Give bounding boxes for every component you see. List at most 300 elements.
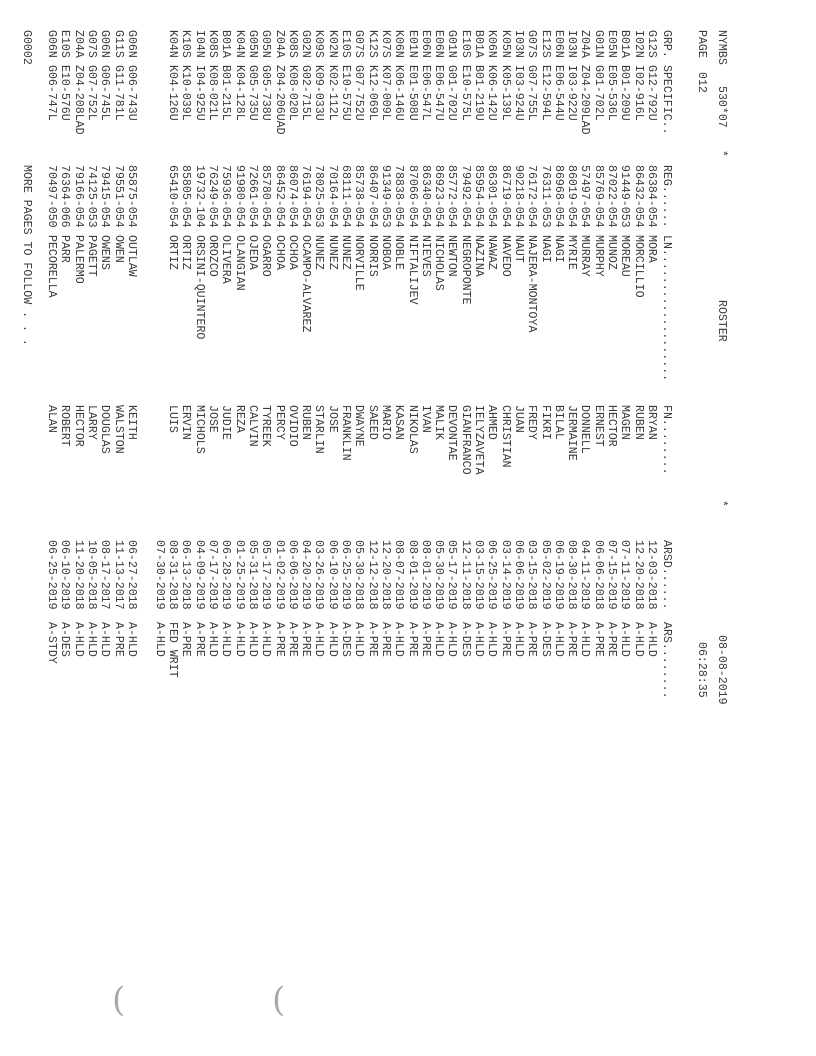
cell-specific: K06-142U [485,65,499,121]
cell-specific: B01-219U [472,65,486,121]
cell-arsd: 03-14-2019 [498,540,512,610]
cell-last-name: NUNEZ [325,235,339,270]
cell-grp: K04N [232,30,246,58]
cell-last-name: NORVILLE [352,235,366,291]
cell-ars: A-HLD [98,622,112,657]
cell-last-name: PARR [58,235,72,263]
cell-specific: K07-009L [379,65,392,121]
cell-reg: 85780-054 [259,165,273,228]
cell-ars: A-HLD [125,622,138,657]
cell-reg: 91980-054 [232,165,246,228]
cell-last-name: OWEN [111,235,125,263]
cell-specific: Z04-209LAD [578,65,592,135]
cell-first-name: CALVIN [246,405,259,447]
cell-last-name: OWENS [98,235,112,270]
cell-reg: 68111-054 [339,165,353,228]
cell-ars: A-HLD [645,622,658,657]
cell-reg: 85954-054 [472,165,486,228]
cell-reg: 87066-054 [405,165,419,228]
cell-last-name: MYRIE [565,235,579,270]
cell-specific: K09-033U [312,65,326,121]
cell-grp: I03N [565,30,579,58]
cell-ars: A-PRE [605,622,619,657]
binding-mark: ( [112,980,126,1020]
cell-arsd: 06-19-2019 [551,540,565,610]
cell-specific: E10-575L [458,65,472,121]
cell-grp: G01N [591,30,605,58]
cell-grp: K09S [312,30,326,58]
cell-ars: A-HLD [232,622,246,657]
cell-reg: 86968-054 [551,165,565,228]
header-star: * [715,500,728,507]
cell-last-name: NEGROPONTE [458,235,472,305]
cell-grp: E10S [58,30,72,58]
cell-first-name: FRANKLIN [339,405,353,461]
cell-grp: K12S [365,30,379,58]
cell-arsd: 05-31-2018 [246,540,259,610]
cell-arsd: 10-05-2018 [85,540,99,610]
cell-first-name: MICHOLS [192,405,206,454]
cell-last-name: OLIVERA [219,235,233,284]
cell-last-name: MURPHY [591,235,605,277]
cell-first-name: ERNEST [591,405,605,447]
cell-reg: 87022-054 [605,165,619,228]
cell-grp: G01N [445,30,459,58]
cell-ars: A-PRE [285,622,299,657]
cell-reg: 85805-054 [179,165,193,228]
cell-last-name: NOBOA [379,235,392,270]
cell-first-name: MARIO [379,405,392,440]
cell-arsd: 06-06-2019 [285,540,299,610]
cell-specific: G06-747L [45,65,59,121]
cell-ars: A-DES [58,622,72,657]
cell-grp: G07S [525,30,539,58]
cell-specific: G07-752U [352,65,366,121]
cell-reg: 70497-050 [45,165,59,228]
cell-first-name: WALSTON [111,405,125,454]
col-specific: SPECIFIC.. [660,65,673,135]
cell-last-name: NIEVES [418,235,432,277]
cell-arsd: 08-31-2018 [166,540,180,610]
cell-last-name: MORCILLIO [631,235,645,298]
cell-first-name: JUDIE [219,405,233,440]
cell-arsd: 06-25-2019 [485,540,499,610]
cell-grp: K08S [206,30,220,58]
cell-first-name: ERVIN [179,405,193,440]
cell-reg: 86432-054 [631,165,645,228]
cell-arsd: 03-15-2019 [472,540,486,610]
cell-grp: E10S [339,30,353,58]
cell-grp: K06N [485,30,499,58]
cell-ars: A-DES [458,622,472,657]
cell-last-name: NOBLE [392,235,406,270]
cell-ars: A-PRE [525,622,539,657]
cell-ars: A-PRE [591,622,605,657]
cell-grp: K07S [379,30,392,58]
cell-last-name: ORSINI-QUINTERO [192,235,206,340]
cell-arsd: 03-26-2019 [312,540,326,610]
cell-grp: G02N [299,30,313,58]
cell-arsd: 08-30-2018 [565,540,579,610]
cell-reg: 75936-054 [219,165,233,228]
cell-reg: 76311-053 [538,165,552,228]
cell-specific: I03-922U [565,65,579,121]
cell-first-name: MAGEN [618,405,632,440]
report-time: 06:28:35 [695,642,708,698]
cell-ars: A-PRE [111,622,125,657]
cell-last-name: ORTIZ [166,235,180,270]
cell-last-name: NORRIS [365,235,379,277]
cell-first-name: SAEED [365,405,379,440]
cell-reg: 76249-054 [206,165,220,228]
cell-ars: A-HLD [551,622,565,657]
cell-first-name: HECTOR [605,405,619,447]
cell-first-name: DONNELL [578,405,592,454]
cell-first-name: DWAYNE [352,405,366,447]
cell-ars: A-HLD [219,622,233,657]
cell-last-name: NAVEDO [498,235,512,277]
cell-last-name: MORA [645,235,658,263]
cell-first-name: TYREEK [259,405,273,447]
cell-reg: 86407-054 [365,165,379,228]
cell-grp: K06N [392,30,406,58]
cell-ars: A-PRE [299,622,313,657]
cell-last-name: MUNOZ [605,235,619,270]
cell-grp: G12S [645,30,658,58]
cell-specific: G01-702L [591,65,605,121]
cell-first-name: AHMED [485,405,499,440]
cell-specific: G01-702U [445,65,459,121]
cell-grp: I02N [631,30,645,58]
cell-first-name: STARLIN [312,405,326,454]
cell-grp: E10S [458,30,472,58]
cell-arsd: 05-30-2019 [432,540,446,610]
cell-arsd: 08-17-2017 [98,540,112,610]
cell-first-name: LUIS [166,405,180,433]
cell-grp: E12S [538,30,552,58]
cell-specific: G02-715L [299,65,313,121]
cell-ars: A-PRE [179,622,193,657]
cell-arsd: 01-25-2019 [232,540,246,610]
cell-arsd: 04-11-2019 [578,540,592,610]
cell-last-name: NUNEZ [312,235,326,270]
cell-specific: K10-039L [179,65,193,121]
cell-last-name: OROZCO [206,235,220,277]
cell-reg: 90218-054 [512,165,525,228]
binding-mark: ( [272,980,286,1020]
cell-grp: B01A [618,30,632,58]
cell-grp: G06N [125,30,138,58]
cell-ars: A-HLD [392,622,406,657]
cell-grp: Z04A [272,30,286,58]
cell-arsd: 05-17-2019 [259,540,273,610]
cell-reg: 76194-054 [299,165,313,228]
cell-specific: K04-128L [232,65,246,121]
cell-specific: E06-544U [551,65,565,121]
cell-arsd: 04-20-2019 [299,540,313,610]
cell-ars: A-HLD [325,622,339,657]
cell-first-name: HECTOR [71,405,85,447]
cell-arsd: 06-25-2019 [45,540,59,610]
col-ars: ARS........ [660,622,673,699]
cell-reg: 85875-054 [125,165,138,228]
cell-first-name: JOSE [325,405,339,433]
header-system: NYMBS [715,30,728,65]
cell-reg: 78838-054 [392,165,406,228]
cell-arsd: 04-09-2019 [192,540,206,610]
cell-specific: I03-924U [512,65,525,121]
cell-arsd: 12-11-2018 [458,540,472,610]
cell-last-name: NEWTON [445,235,459,277]
cell-first-name: PERCY [272,405,286,440]
cell-reg: 78025-053 [312,165,326,228]
cell-arsd: 08-01-2019 [418,540,432,610]
cell-grp: Z04A [578,30,592,58]
cell-first-name: RUBEN [631,405,645,440]
header-star: * [715,150,728,157]
cell-last-name: OCAMPO-ALVAREZ [299,235,313,333]
cell-ars: A-DES [339,622,353,657]
cell-specific: G11-781L [111,65,125,121]
cell-arsd: 07-11-2019 [618,540,632,610]
cell-reg: 86340-054 [418,165,432,228]
cell-grp: G05N [246,30,259,58]
cell-arsd: 01-02-2019 [272,540,286,610]
cell-reg: 86719-054 [498,165,512,228]
cell-first-name: JERMAINE [565,405,579,461]
cell-arsd: 11-20-2018 [71,540,85,610]
cell-last-name: NAGI [551,235,565,263]
cell-specific: Z04-206UAD [272,65,286,135]
cell-grp: E06N [418,30,432,58]
cell-arsd: 07-15-2019 [605,540,619,610]
cell-grp: G06N [98,30,112,58]
cell-first-name: BRYAN [645,405,658,440]
cell-specific: E12-594L [538,65,552,121]
cell-specific: K02-112L [325,65,339,121]
page-number: 012 [695,72,708,93]
cell-specific: G07-752L [85,65,99,121]
report-date: 08-08-2019 [715,635,728,705]
cell-arsd: 05-17-2019 [445,540,459,610]
cell-last-name: NAJERA-MONTOYA [525,235,539,333]
col-ln: LN................... [660,235,673,382]
cell-last-name: OJEDA [246,235,259,270]
cell-arsd: 06-28-2019 [219,540,233,610]
cell-last-name: NAUT [512,235,525,263]
cell-grp: G07S [352,30,366,58]
cell-ars: A-HLD [259,622,273,657]
page-label: PAGE [695,30,708,58]
cell-specific: I02-916L [631,65,645,121]
cell-specific: B01-215L [219,65,233,121]
cell-arsd: 12-12-2018 [365,540,379,610]
cell-specific: E06-547U [432,65,446,121]
cell-last-name: OCHOA [272,235,286,270]
cell-specific: E10-576U [58,65,72,121]
cell-first-name: REZA [232,405,246,433]
cell-specific: K05-139L [498,65,512,121]
cell-reg: 86452-054 [272,165,286,228]
cell-last-name: PAGETT [85,235,99,277]
report-title: ROSTER [715,300,728,342]
cell-specific: E06-547L [418,65,432,121]
cell-specific: G07-755L [525,65,539,121]
cell-grp: E06N [432,30,446,58]
cell-first-name: RUBEN [299,405,313,440]
footer-note: MORE PAGES TO FOLLOW . . . [20,165,33,346]
cell-reg: 79551-054 [111,165,125,228]
cell-grp: G06N [45,30,59,58]
cell-grp: G11S [111,30,125,58]
cell-last-name: OUTLAW [125,235,138,277]
cell-last-name: OLANGIAN [232,235,246,291]
cell-grp: K10S [179,30,193,58]
cell-specific: K08-020L [285,65,299,121]
cell-ars: A-PRE [405,622,419,657]
cell-last-name: ORTIZ [179,235,193,270]
cell-ars: A-HLD [246,622,259,657]
cell-specific: E10-575U [339,65,353,121]
cell-specific: E05-536L [605,65,619,121]
cell-specific: B01-209U [618,65,632,121]
cell-ars: A-HLD [445,622,459,657]
cell-ars: A-HLD [71,622,85,657]
cell-reg: 86019-054 [565,165,579,228]
cell-arsd: 12-20-2018 [631,540,645,610]
cell-specific: G05-738U [259,65,273,121]
cell-reg: 65410-054 [166,165,180,228]
col-grp: GRP. [660,30,673,58]
cell-specific: K06-146U [392,65,406,121]
cell-last-name: NAGI [538,235,552,263]
cell-first-name: BILAL [551,405,565,440]
cell-first-name: OVIDIO [285,405,299,447]
cell-ars: A-PRE [565,622,579,657]
cell-arsd: 06-25-2019 [339,540,353,610]
cell-first-name: NIKOLAS [405,405,419,454]
cell-arsd: 06-10-2019 [58,540,72,610]
cell-arsd: 06-10-2019 [325,540,339,610]
cell-reg: 86074-054 [285,165,299,228]
cell-arsd: 12-03-2018 [645,540,658,610]
cell-arsd: 07-30-2019 [152,540,166,610]
cell-last-name: OCHOA [285,235,299,270]
cell-first-name: MALIK [432,405,446,440]
col-reg: REG...... [660,165,673,228]
cell-arsd: 05-30-2018 [352,540,366,610]
cell-specific: G06-745L [98,65,112,121]
cell-ars: A-HLD [432,622,446,657]
cell-first-name: FREDY [525,405,539,440]
cell-first-name: JOSE [206,405,220,433]
col-arsd: ARSD...... [660,540,673,610]
cell-reg: 85738-054 [352,165,366,228]
cell-ars: A-HLD [352,622,366,657]
cell-grp: B01A [472,30,486,58]
cell-specific: E01-508U [405,65,419,121]
cell-first-name: LARRY [85,405,99,440]
cell-reg: 91349-053 [379,165,392,228]
cell-specific: K12-069L [365,65,379,121]
cell-reg: 85772-054 [445,165,459,228]
cell-reg: 79415-054 [98,165,112,228]
cell-grp: E06N [551,30,565,58]
cell-reg: 72661-054 [246,165,259,228]
cell-reg: 86301-054 [485,165,499,228]
cell-reg: 76172-054 [525,165,539,228]
cell-arsd: 12-20-2018 [379,540,392,610]
cell-ars: A-HLD [472,622,486,657]
cell-last-name: NICHOLAS [432,235,446,291]
cell-grp: K05N [498,30,512,58]
cell-ars: A-PRE [418,622,432,657]
cell-reg: 57497-054 [578,165,592,228]
cell-first-name: DOUGLAS [98,405,112,454]
cell-grp: K04N [166,30,180,58]
cell-grp: K02N [325,30,339,58]
cell-ars: A-PRE [379,622,392,657]
cell-reg: 70164-054 [325,165,339,228]
cell-reg: 79166-054 [71,165,85,228]
cell-first-name: GIANFRANCO [458,405,472,475]
cell-arsd: 05-02-2019 [538,540,552,610]
cell-specific: G06-743U [125,65,138,121]
cell-reg: 19732-104 [192,165,206,228]
cell-arsd: 06-06-2018 [591,540,605,610]
cell-grp: E05N [605,30,619,58]
cell-last-name: NAZINA [472,235,486,277]
cell-grp: E01N [405,30,419,58]
cell-first-name: ROBERT [58,405,72,447]
cell-ars: A-PRE [365,622,379,657]
cell-specific: G12-792U [645,65,658,121]
cell-ars: A-HLD [631,622,645,657]
cell-grp: G05N [259,30,273,58]
cell-ars: FED WRIT [166,622,180,678]
cell-first-name: ALAN [45,405,59,433]
cell-ars: A-PRE [192,622,206,657]
cell-ars: A-DES [538,622,552,657]
cell-ars: A-HLD [312,622,326,657]
cell-grp: Z04A [71,30,85,58]
cell-reg: 85769-054 [591,165,605,228]
cell-last-name: MURRAY [578,235,592,277]
header-code: 530*07 [715,86,728,128]
cell-ars: A-HLD [85,622,99,657]
cell-grp: K08S [285,30,299,58]
cell-first-name: KEITH [125,405,138,440]
cell-arsd: 06-27-2018 [125,540,138,610]
cell-reg: 74125-053 [85,165,99,228]
cell-grp: B01A [219,30,233,58]
cell-reg: 76364-066 [58,165,72,228]
cell-reg: 86923-054 [432,165,446,228]
cell-specific: G05-735U [246,65,259,121]
footer-code: G0002 [20,30,33,65]
cell-first-name: KASAN [392,405,406,440]
cell-ars: A-PRE [498,622,512,657]
cell-ars: A-STDY [45,622,59,664]
col-fn: FN........ [660,405,673,475]
cell-last-name: OGARRO [259,235,273,277]
cell-reg: 79492-054 [458,165,472,228]
cell-arsd: 07-17-2019 [206,540,220,610]
cell-last-name: NIFTALIJEV [405,235,419,305]
cell-first-name: IVAN [418,405,432,433]
cell-last-name: PECORELLA [45,235,59,298]
cell-arsd: 06-06-2019 [512,540,525,610]
